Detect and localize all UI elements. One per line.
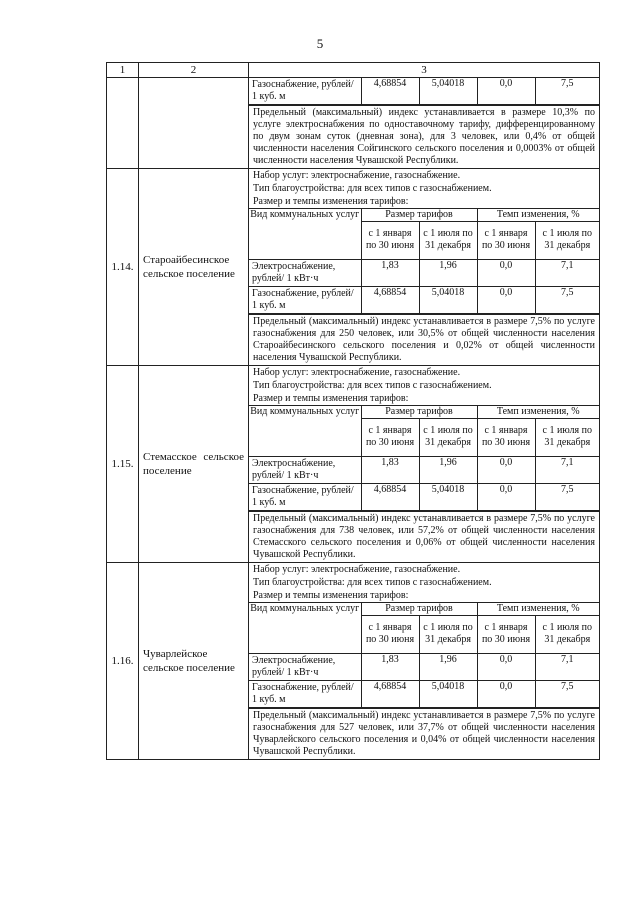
tariff-subtable bbox=[249, 78, 599, 105]
gas-size-1: 4,68854 bbox=[361, 483, 419, 510]
period-2: с 1 июля по 31 декабря bbox=[535, 418, 599, 456]
improvement-text: Тип благоустройства: для всех типов с газоснабжением. bbox=[253, 379, 492, 391]
elec-rate-2: 7,1 bbox=[535, 456, 599, 483]
row-number: 1.16. bbox=[107, 562, 139, 759]
gas-size-2: 5,04018 bbox=[419, 680, 477, 707]
elec-size-1: 1,83 bbox=[361, 456, 419, 483]
gas-rate-1: 0,0 bbox=[477, 483, 535, 510]
elec-size-2: 1,96 bbox=[419, 259, 477, 286]
limit-text: Предельный (максимальный) индекс устанавливается в размере 7,5% по услуге газоснабжения для 250 человек, или 30,5% от общей численности населения Староайбесинского сельского поселения и 0,02% от общей численности населения Чувашской Республики. bbox=[249, 314, 599, 365]
col-size-header: Размер тарифов bbox=[361, 208, 477, 221]
period-1: с 1 января по 30 июня bbox=[477, 221, 535, 259]
tariff-subtable bbox=[249, 602, 599, 708]
gas-rate-2: 7,5 bbox=[535, 78, 599, 104]
gas-size-2: 5,04018 bbox=[419, 78, 477, 104]
col-kind-header: Вид коммунальных услуг bbox=[249, 208, 361, 259]
period-1: с 1 января по 30 июня bbox=[477, 418, 535, 456]
gas-size-1: 4,68854 bbox=[361, 286, 419, 313]
period-1: с 1 января по 30 июня bbox=[361, 221, 419, 259]
table-row bbox=[107, 168, 600, 365]
gas-rate-1: 0,0 bbox=[477, 286, 535, 313]
gas-size-1: 4,68854 bbox=[361, 78, 419, 104]
period-1: с 1 января по 30 июня bbox=[477, 615, 535, 653]
header-col-1: 1 bbox=[107, 63, 139, 78]
gas-size-1: 4,68854 bbox=[361, 680, 419, 707]
col-size-header: Размер тарифов bbox=[361, 405, 477, 418]
row-name: Чуварлейское сельское поселение bbox=[139, 562, 249, 759]
col-kind-header: Вид коммунальных услуг bbox=[249, 602, 361, 653]
col-kind-header: Вид коммунальных услуг bbox=[249, 405, 361, 456]
services-text: Набор услуг: электроснабжение, газоснабжение. bbox=[253, 169, 461, 181]
gas-label: Газоснабжение, рублей/ 1 куб. м bbox=[249, 483, 361, 510]
col-rate-header: Темп изменения, % bbox=[477, 405, 599, 418]
row-number bbox=[107, 78, 139, 169]
improvement-text: Тип благоустройства: для всех типов с газоснабжением. bbox=[253, 576, 492, 588]
period-2: с 1 июля по 31 декабря bbox=[419, 418, 477, 456]
header-col-3: 3 bbox=[249, 63, 600, 78]
gas-rate-2: 7,5 bbox=[535, 680, 599, 707]
elec-size-1: 1,83 bbox=[361, 259, 419, 286]
table-row-continuation bbox=[107, 78, 600, 169]
tariff-subtable bbox=[249, 208, 599, 314]
row-number: 1.15. bbox=[107, 365, 139, 562]
limit-text: Предельный (максимальный) индекс устанавливается в размере 10,3% по услуге электроснабжения по одноставочному тарифу, дифференцированному по двум зонам суток (дневная зона), для 3 человек, или 0,4% от общей численности населения Сойгинского сельского поселения и 0,0003% от общей численности населения Чувашской Республики. bbox=[249, 105, 599, 168]
period-1: с 1 января по 30 июня bbox=[361, 615, 419, 653]
elec-rate-1: 0,0 bbox=[477, 653, 535, 680]
tariffs-title: Размер и темпы изменения тарифов: bbox=[253, 589, 409, 601]
tariffs-title: Размер и темпы изменения тарифов: bbox=[253, 195, 409, 207]
improvement-text: Тип благоустройства: для всех типов с газоснабжением. bbox=[253, 182, 492, 194]
tariff-subtable bbox=[249, 405, 599, 511]
gas-size-2: 5,04018 bbox=[419, 286, 477, 313]
row-content bbox=[249, 78, 600, 169]
elec-size-1: 1,83 bbox=[361, 653, 419, 680]
elec-size-2: 1,96 bbox=[419, 653, 477, 680]
row-name bbox=[139, 78, 249, 169]
elec-label: Электроснабжение, рублей/ 1 кВт·ч bbox=[249, 456, 361, 483]
col-rate-header: Темп изменения, % bbox=[477, 208, 599, 221]
limit-text: Предельный (максимальный) индекс устанавливается в размере 7,5% по услуге газоснабжения для 738 человек, или 57,2% от общей численности населения Стемасского сельского поселения и 0,06% от общей численности населения Чувашской Республики. bbox=[249, 511, 599, 562]
page-number: 5 bbox=[316, 36, 324, 51]
gas-rate-2: 7,5 bbox=[535, 483, 599, 510]
period-1: с 1 января по 30 июня bbox=[361, 418, 419, 456]
row-name: Староайбесинское сельское поселение bbox=[139, 168, 249, 365]
tariff-table bbox=[106, 62, 600, 760]
row-content bbox=[249, 562, 600, 759]
gas-size-2: 5,04018 bbox=[419, 483, 477, 510]
gas-label: Газоснабжение, рублей/ 1 куб. м bbox=[249, 286, 361, 313]
period-2: с 1 июля по 31 декабря bbox=[535, 615, 599, 653]
gas-label: Газоснабжение, рублей/ 1 куб. м bbox=[249, 680, 361, 707]
period-2: с 1 июля по 31 декабря bbox=[535, 221, 599, 259]
row-name: Стемасское сельское поселение bbox=[139, 365, 249, 562]
row-content bbox=[249, 168, 600, 365]
row-content bbox=[249, 365, 600, 562]
elec-label: Электроснабжение, рублей/ 1 кВт·ч bbox=[249, 653, 361, 680]
elec-rate-2: 7,1 bbox=[535, 653, 599, 680]
col-size-header: Размер тарифов bbox=[361, 602, 477, 615]
gas-label: Газоснабжение, рублей/ 1 куб. м bbox=[249, 78, 361, 104]
limit-text: Предельный (максимальный) индекс устанавливается в размере 7,5% по услуге газоснабжения для 527 человек, или 37,7% от общей численности населения Чуварлейского сельского поселения и 0,04% от общей численности населения Чувашской Республики. bbox=[249, 708, 599, 759]
period-2: с 1 июля по 31 декабря bbox=[419, 221, 477, 259]
gas-rate-2: 7,5 bbox=[535, 286, 599, 313]
table-row bbox=[107, 365, 600, 562]
elec-rate-1: 0,0 bbox=[477, 456, 535, 483]
col-rate-header: Темп изменения, % bbox=[477, 602, 599, 615]
elec-rate-2: 7,1 bbox=[535, 259, 599, 286]
elec-rate-1: 0,0 bbox=[477, 259, 535, 286]
header-col-2: 2 bbox=[139, 63, 249, 78]
tariffs-title: Размер и темпы изменения тарифов: bbox=[253, 392, 409, 404]
row-number: 1.14. bbox=[107, 168, 139, 365]
gas-rate-1: 0,0 bbox=[477, 680, 535, 707]
table-row bbox=[107, 562, 600, 759]
elec-size-2: 1,96 bbox=[419, 456, 477, 483]
elec-label: Электроснабжение, рублей/ 1 кВт·ч bbox=[249, 259, 361, 286]
table-header-row bbox=[107, 63, 600, 78]
gas-rate-1: 0,0 bbox=[477, 78, 535, 104]
services-text: Набор услуг: электроснабжение, газоснабжение. bbox=[253, 563, 461, 575]
services-text: Набор услуг: электроснабжение, газоснабжение. bbox=[253, 366, 461, 378]
period-2: с 1 июля по 31 декабря bbox=[419, 615, 477, 653]
